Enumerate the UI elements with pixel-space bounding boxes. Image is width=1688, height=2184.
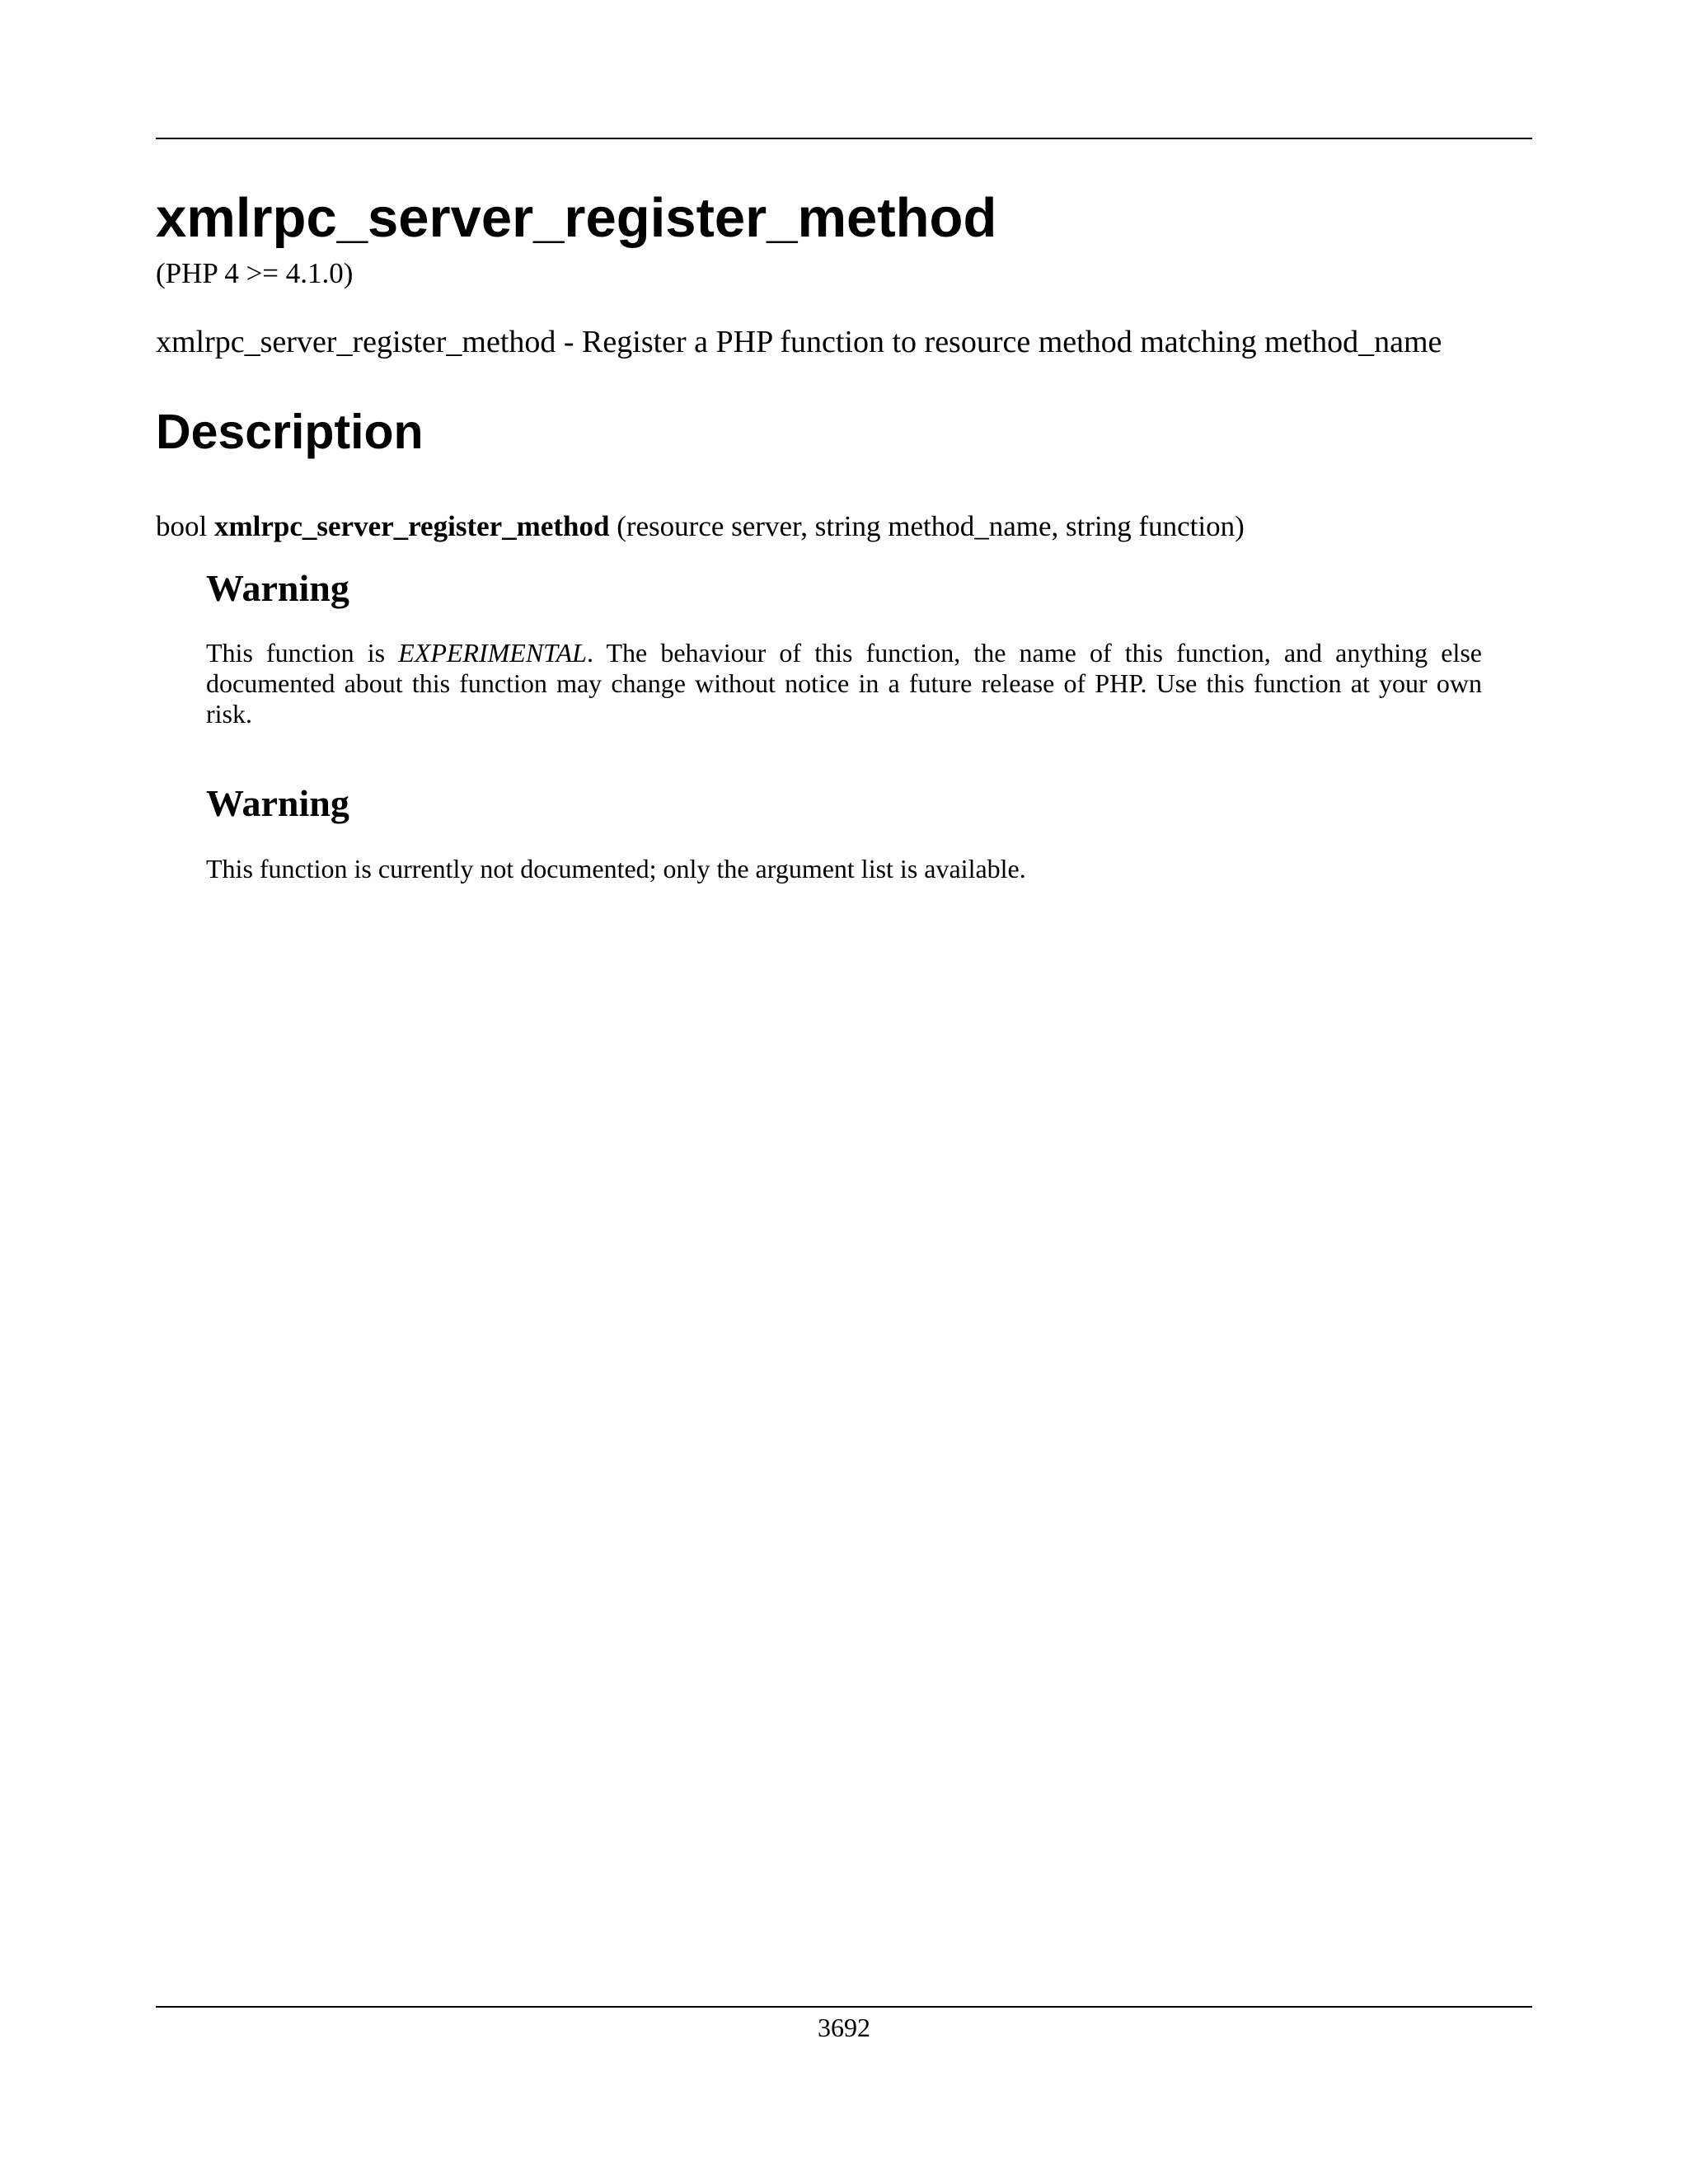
header-rule: [156, 138, 1532, 139]
version-info: (PHP 4 >= 4.1.0): [156, 257, 354, 289]
warning-undocumented-title: Warning: [206, 782, 349, 824]
function-purpose: xmlrpc_server_register_method - Register a PHP function to resource method matching method_name: [156, 325, 1442, 359]
warning-text-after: . The behaviour of this function, the name of this function, and anything else documented about this function may change without notice in a future release of PHP. Use this function at your own risk.: [206, 638, 1483, 729]
function-synopsis: [156, 509, 1245, 544]
warning-emphasis: EXPERIMENTAL: [398, 638, 587, 668]
warning-text-before: This function is: [206, 638, 399, 668]
page-number: 3692: [818, 2013, 870, 2042]
return-type: bool: [156, 510, 208, 542]
warning-undocumented-text: This function is currently not documented; only the argument list is available.: [206, 854, 1026, 883]
description-heading: Description: [156, 405, 424, 459]
function-params: (resource server, string method_name, string function): [617, 510, 1245, 542]
warning-experimental-title: Warning: [206, 567, 349, 609]
page-title: xmlrpc_server_register_method: [156, 187, 997, 249]
warning-experimental-text: [206, 638, 1482, 729]
function-name: xmlrpc_server_register_method: [213, 510, 610, 542]
footer-rule: [156, 2006, 1532, 2008]
